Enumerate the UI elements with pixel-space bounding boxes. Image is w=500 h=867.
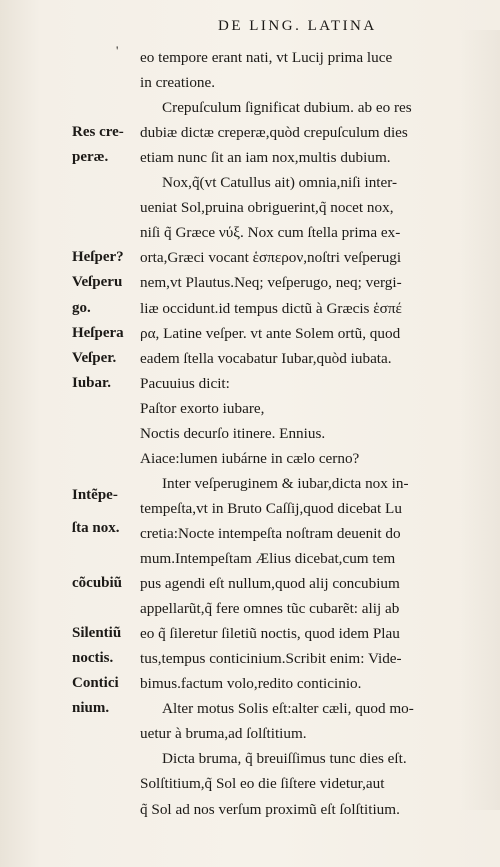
page-bleed-shadow	[460, 30, 500, 810]
body-line: Crepuſculum ſignificat dubium. ab eo res	[162, 99, 412, 117]
body-line: bimus.factum volo,redito conticinio.	[140, 675, 362, 693]
body-line: etiam nunc ſit an iam nox,multis dubium.	[140, 149, 391, 167]
margin-gloss: Silentiũ	[72, 625, 122, 642]
margin-gloss: nium.	[72, 700, 110, 717]
body-line: Pacuuius dicit:	[140, 374, 230, 392]
margin-gloss: Iubar.	[72, 374, 112, 391]
body-line: nem,vt Plautus.Neq; veſperugo, neq; vergi-	[140, 274, 402, 292]
body-line: dubiæ dictæ creperæ,quòd crepuſculum dies	[140, 124, 408, 142]
body-line: eo q̃ ſileretur ſiletiũ noctis, quod idem Plau	[140, 625, 400, 643]
body-line: Alter motus Solis eſt:alter cæli, quod mo-	[162, 700, 414, 718]
body-line: pus agendi eſt nullum,quod alij concubium	[140, 575, 400, 593]
body-line: eo tempore erant nati, vt Lucij prima luce	[140, 49, 393, 66]
margin-mark: '	[116, 43, 119, 58]
margin-gloss: Veſper.	[72, 349, 117, 366]
body-line: Paſtor exorto iubare,	[140, 399, 265, 417]
body-line: appellarũt,q̃ fere omnes tũc cubarẽt: alij ab	[140, 600, 400, 618]
margin-gloss: Heſpera	[72, 324, 124, 341]
body-line: ueniat Sol,pruina obriguerint,q̃ nocet nox,	[140, 199, 394, 217]
margin-gloss: ſta nox.	[72, 519, 120, 536]
body-line: cretia:Nocte intempeſta noſtram deuenit do	[140, 524, 401, 542]
running-head: DE LING. LATINA	[218, 18, 377, 34]
body-line: in creatione.	[140, 74, 216, 92]
body-line: Inter veſperuginem & iubar,dicta nox in-	[162, 474, 409, 492]
body-line: tus,tempus conticinium.Scribit enim: Vide-	[140, 650, 402, 668]
margin-gloss: Intẽpe-	[72, 487, 118, 504]
body-line: uetur à bruma,ad ſolſtitium.	[140, 725, 307, 743]
margin-gloss: peræ.	[72, 149, 109, 166]
body-line: liæ occidunt.id tempus dictũ à Græcis ἑσπέ	[140, 299, 402, 317]
margin-gloss: noctis.	[72, 650, 114, 667]
body-line: niſi q̃ Græce νύξ. Nox cum ſtella prima ex-	[140, 224, 401, 242]
margin-gloss: Contici	[72, 675, 119, 692]
body-line: Solſtitium,q̃ Sol eo die ſiſtere videtur,aut	[140, 775, 385, 793]
body-line: Nox,q̃(vt Catullus ait) omnia,niſi inter-	[162, 174, 398, 192]
margin-gloss: Veſperu	[72, 274, 123, 291]
body-line: tempeſta,vt in Bruto Caſſij,quod dicebat Lu	[140, 499, 402, 517]
body-line: ρα, Latine veſper. vt ante Solem ortũ, quod	[140, 324, 401, 342]
margin-gloss: Res cre-	[72, 124, 124, 141]
margin-gloss: cõcubiũ	[72, 575, 123, 592]
body-line: q̃ Sol ad nos verſum proximũ eſt ſolſtitium.	[140, 800, 400, 818]
body-line: Noctis decurſo itinere. Ennius.	[140, 424, 326, 442]
margin-gloss: go.	[72, 299, 91, 316]
body-line: Dicta bruma, q̃ breuiſſimus tunc dies eſt.	[162, 750, 407, 768]
body-line: orta,Græci vocant ἑσπερον,noſtri veſperugi	[140, 249, 402, 267]
body-line: Aiace:lumen iubárne in cælo cerno?	[140, 449, 360, 467]
body-line: mum.Intempeſtam Ælius dicebat,cum tem	[140, 550, 396, 567]
body-line: eadem ſtella vocabatur Iubar,quòd iubata.	[140, 349, 392, 367]
margin-gloss: Heſper?	[72, 249, 124, 266]
